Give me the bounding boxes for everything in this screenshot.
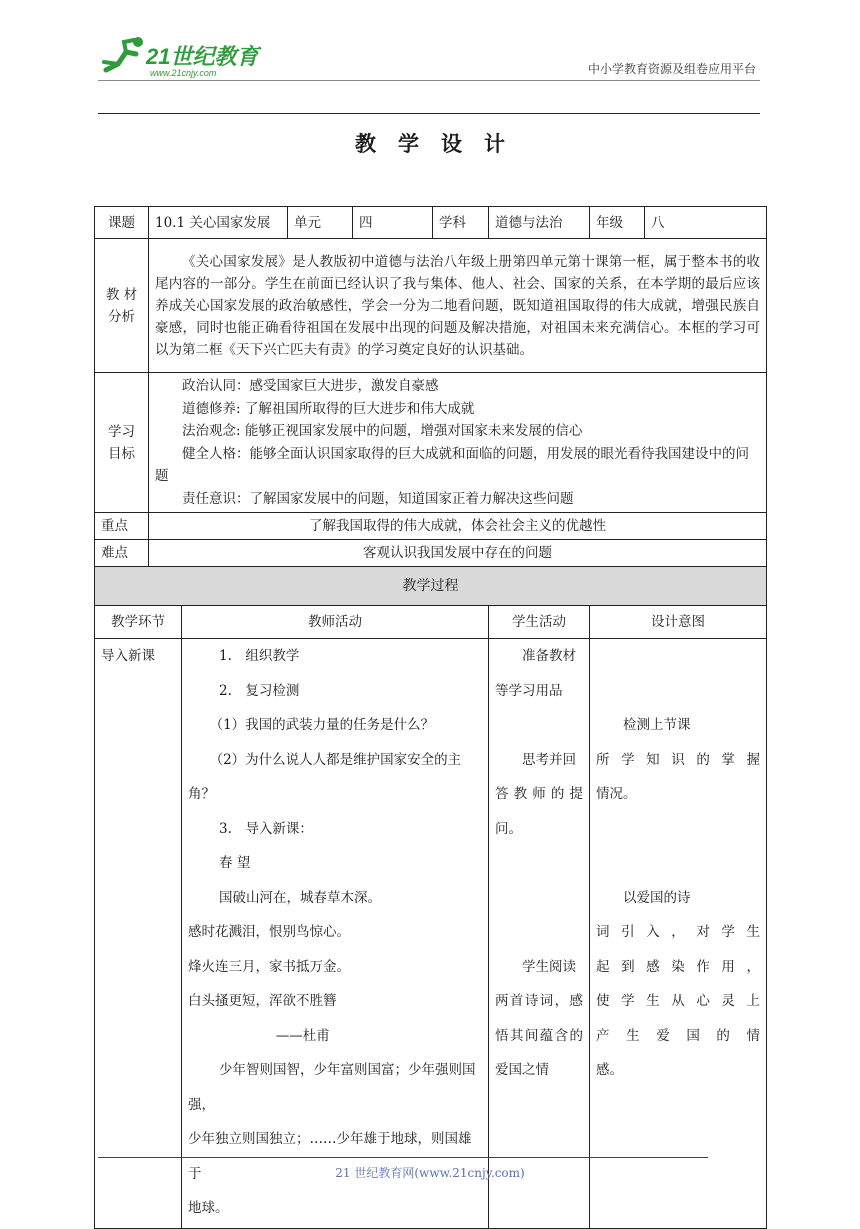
subject-label: 学科 — [433, 207, 489, 239]
process-band: 教学过程 — [95, 567, 767, 606]
teacher-line: 2. 复习检测 — [219, 682, 300, 699]
poem-title: 春 望 — [219, 855, 251, 871]
header-divider — [98, 80, 760, 81]
stage-cell: 导入新课 — [95, 639, 182, 1229]
lesson-plan-table — [94, 206, 767, 1229]
teacher-header: 教师活动 — [182, 606, 489, 639]
basic-info-row — [95, 207, 767, 239]
footer-divider — [98, 1157, 708, 1158]
key-label: 重点 — [95, 513, 149, 540]
lesson-value: 10.1 关心国家发展 — [149, 207, 288, 239]
footer-link[interactable]: 21 世纪教育网(www.21cnjy.com) — [335, 1166, 525, 1180]
poem-line: 烽火连三月，家书抵万金。 — [188, 958, 350, 975]
page-title: 教学设计 — [355, 131, 527, 156]
goal-item: 政治认同：感受国家巨大进步，激发自豪感 — [182, 378, 439, 394]
teacher-line: 3. 导入新课： — [219, 820, 313, 837]
platform-name: 中小学教育资源及组卷应用平台 — [587, 62, 756, 76]
quote-line: 地球。 — [188, 1200, 229, 1216]
difficulty-label: 难点 — [95, 540, 149, 567]
difficulty-text: 客观认识我国发展中存在的问题 — [149, 540, 767, 567]
goals-list — [149, 373, 767, 513]
goal-item: 健全人格：能够全面认识国家取得的巨大成就和面临的问题，用发展的眼光看待我国建设中的问题 — [155, 445, 749, 484]
student-header: 学生活动 — [489, 606, 590, 639]
title-divider — [98, 113, 760, 114]
lesson-label: 课题 — [95, 207, 149, 239]
teacher-line: 1. 组织教学 — [219, 648, 300, 664]
teacher-line: （1）我国的武装力量的任务是什么？ — [209, 717, 435, 733]
process-header-row — [95, 606, 767, 639]
runner-icon — [96, 34, 266, 80]
goals-row — [95, 373, 767, 513]
goal-item: 法治观念: 能够正视国家发展中的问题，增强对国家未来发展的信心 — [182, 423, 583, 439]
goal-item: 道德修养: 了解祖国所取得的巨大进步和伟大成就 — [182, 400, 475, 417]
teacher-line: （2）为什么说人人都是维护国家安全的主 — [209, 751, 462, 768]
stage-header: 教学环节 — [95, 606, 182, 639]
grade-value: 八 — [645, 207, 767, 239]
svg-text:21世纪教育: 21世纪教育 — [146, 44, 259, 69]
quote-line: 少年智则国智，少年富则国富；少年强则国强， — [188, 1062, 476, 1113]
quote-line: 少年独立则国独立；……少年雄于地球，则国雄于 — [188, 1131, 472, 1182]
difficulty-row — [95, 540, 767, 567]
key-row — [95, 513, 767, 540]
student-activity: 准备教材 等学习用品 思考并回 答教师的提 问。 学生阅读 两首诗词，感 悟其间蕴含的 爱国之情 — [489, 639, 590, 1229]
subject-value: 道德与法治 — [489, 207, 590, 239]
teacher-activity — [182, 639, 489, 1229]
unit-label: 单元 — [288, 207, 353, 239]
poem-line: 感时花溅泪，恨别鸟惊心。 — [188, 924, 350, 940]
poem-line: 白头搔更短，浑欲不胜簪 — [188, 993, 337, 1009]
logo — [96, 34, 266, 80]
intent-header: 设计意图 — [590, 606, 767, 639]
svg-text:www.21cnjy.com: www.21cnjy.com — [150, 68, 217, 78]
process-band-row — [95, 567, 767, 606]
poem-author: ——杜甫 — [275, 1027, 330, 1044]
analysis-row — [95, 239, 767, 373]
design-intent: 检测上节课 所学知识的掌握 情况。 以爱国的诗 词引入，对学生 起到感染作用， 使学生从心灵上 产生爱国的情 感。 — [590, 639, 767, 1229]
teacher-line: 角？ — [188, 786, 215, 802]
goals-label: 学习 目标 — [95, 373, 149, 513]
analysis-text: 《关心国家发展》是人教版初中道德与法治八年级上册第四单元第十课第一框，属于整本书的收尾内容的一部分。学生在前面已经认识了我与集体、他人、社会、国家的关系，在本学期的最后应该养成关心国家发展的政治敏感性，学会一分为二地看问题，既知道祖国取得的伟大成就，增强民族自豪感，同时也能正确看待祖国在发展中出现的问题及解决措施，对祖国未来充满信心。本框的学习可以为第二框《天下兴亡匹夫有责》的学习奠定良好的认识基础。 — [149, 239, 767, 373]
key-text: 了解我国取得的伟大成就，体会社会主义的优越性 — [149, 513, 767, 540]
unit-value: 四 — [353, 207, 433, 239]
process-row — [95, 639, 767, 1229]
analysis-label: 教 材 分析 — [95, 239, 149, 373]
grade-label: 年级 — [590, 207, 645, 239]
poem-line: 国破山河在，城春草木深。 — [219, 889, 382, 906]
goal-item: 责任意识：了解国家发展中的问题，知道国家正着力解决这些问题 — [182, 490, 574, 507]
